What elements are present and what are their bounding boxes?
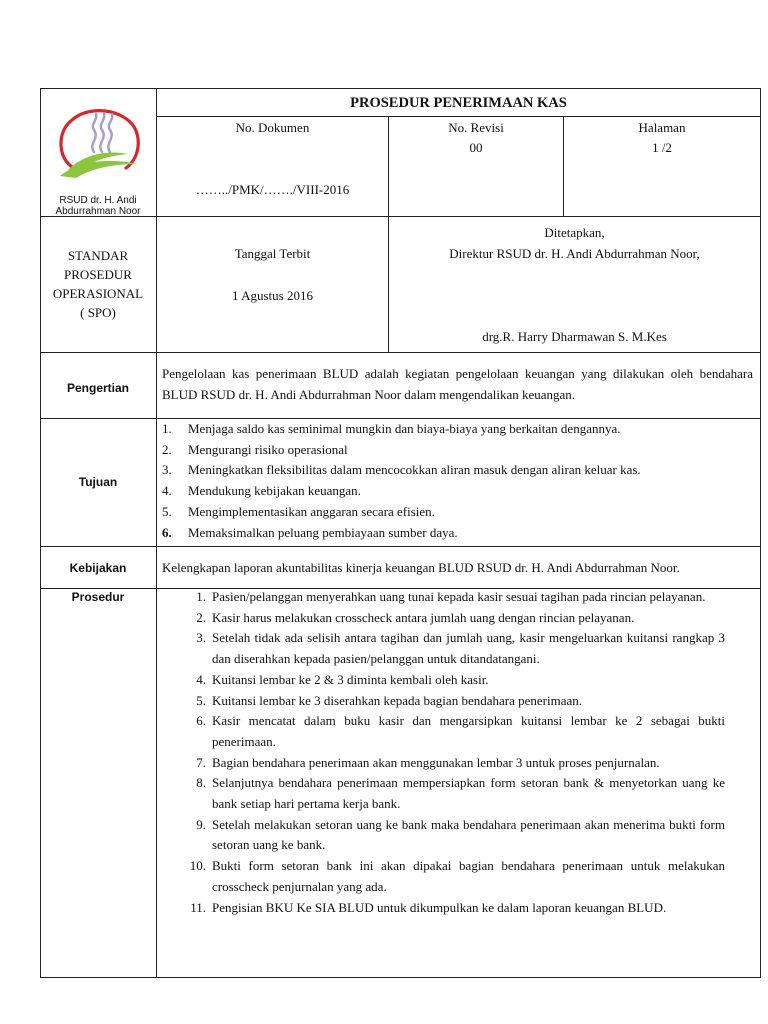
list-item-text: Kuitansi lembar ke 2 & 3 diminta kembali oleh kasir. (212, 671, 489, 687)
page-title: PROSEDUR PENERIMAAN KAS (350, 95, 567, 111)
list-item (186, 670, 725, 691)
list-item-text: Setelah tidak ada selisih antara tagihan dan jumlah uang, kasir mengeluarkan kuitansi rangkap 3 dan diserahkan kepada pasien/pelanggan untuk ditandatangani. (212, 630, 725, 667)
frame-top (40, 88, 761, 89)
list-item-text: Bagian bendahara penerimaan akan menggunakan lembar 3 untuk proses penjurnalan. (212, 754, 660, 770)
list-item-number: 5. (162, 503, 172, 519)
set-by-label: Ditetapkan, (544, 225, 605, 240)
director-title: Direktur RSUD dr. H. Andi Abdurrahman Noor, (449, 246, 700, 261)
page-label: Halaman (638, 120, 686, 135)
spo-line-2: PROSEDUR (64, 267, 132, 282)
section-label-tujuan: Tujuan (78, 475, 118, 489)
revision-value: 00 (469, 140, 483, 155)
prosedur-list (186, 587, 725, 918)
tujuan-list (162, 419, 753, 543)
list-item-text: Mendukung kebijakan keuangan. (188, 483, 361, 499)
spo-line-4: ( SPO) (80, 305, 116, 320)
frame-left (40, 88, 41, 978)
list-item (162, 419, 753, 440)
list-item-text: Bukti form setoran bank ini akan dipakai bagian bendahara penerimaan untuk melakukan crosscheck penjurnalan yang ada. (212, 858, 725, 894)
list-item-text: Kasir mencatat dalam buku kasir dan mengarsipkan kuitansi lembar ke 2 sebagai bukti penerimaan. (212, 713, 725, 749)
list-item (186, 856, 725, 897)
list-item-text: Memaksimalkan peluang pembiayaan sumber daya. (188, 524, 458, 540)
list-item-text: Menjaga saldo kas seminimal mungkin dan biaya-biaya yang berkaitan dengannya. (188, 421, 621, 436)
list-item (162, 502, 753, 523)
row-separator-4 (40, 546, 761, 547)
list-item-number: 11. (190, 899, 206, 915)
list-item-number: 4. (162, 483, 172, 499)
list-item-text: Pasien/pelanggan menyerahkan uang tunai kepada kasir sesuai tagihan pada rincian pelayanan. (212, 589, 706, 604)
list-item-number: 1. (196, 589, 206, 604)
section-label-pengertian: Pengertian (66, 381, 129, 395)
list-item (186, 711, 725, 752)
list-item (186, 815, 725, 856)
director-name: drg.R. Harry Dharmawan S. M.Kes (482, 329, 667, 344)
pengertian-text: Pengelolaan kas penerimaan BLUD adalah kegiatan pengelolaan keuangan yang dilakukan oleh bendahara BLUD RSUD dr. H. Andi Abdurrahman Noor dalam mengendalikan keuangan. (162, 366, 753, 402)
list-item (186, 691, 725, 712)
title-underline (156, 116, 761, 117)
hospital-logo-icon (54, 102, 144, 184)
list-item-number: 2. (196, 609, 206, 625)
issue-date-value: 1 Agustus 2016 (232, 288, 313, 303)
kebijakan-text: Kelengkapan laporan akuntabilitas kinerja keuangan BLUD RSUD dr. H. Andi Abdurrahman Noor. (162, 560, 680, 575)
list-item-number: 4. (196, 671, 206, 687)
list-item-number: 10. (189, 858, 206, 874)
list-item (186, 753, 725, 774)
list-item-text: Kuitansi lembar ke 3 diserahkan kepada bagian bendahara penerimaan. (212, 692, 582, 708)
list-item-text: Meningkatkan fleksibilitas dalam mencocokkan aliran masuk dengan aliran keluar kas. (188, 462, 641, 478)
doc-number-value: ……../PMK/……./VIII-2016 (195, 182, 350, 197)
list-item-number: 8. (196, 775, 206, 791)
list-item-text: Mengimplementasikan anggaran secara efisien. (188, 503, 435, 519)
list-item-number: 3. (162, 462, 172, 478)
list-item (186, 608, 725, 629)
list-item-text: Selanjutnya bendahara penerimaan mempersiapkan form setoran bank & menyetorkan uang ke bank setiap hari pertama kerja bank. (212, 775, 725, 812)
spo-line-1: STANDAR (67, 248, 129, 263)
list-item-number: 9. (196, 816, 206, 832)
list-item (186, 898, 725, 919)
spo-document (40, 88, 761, 978)
list-item-text: Pengisian BKU Ke SIA BLUD untuk dikumpulkan ke dalam laporan keuangan BLUD. (212, 899, 667, 915)
section-label-prosedur: Prosedur (71, 590, 125, 604)
label-column-divider (156, 88, 157, 978)
revision-label: No. Revisi (448, 120, 504, 135)
frame-right (760, 88, 761, 978)
issue-date-label: Tanggal Terbit (234, 246, 311, 261)
doc-number-label: No. Dokumen (235, 120, 310, 135)
page-value: 1 /2 (652, 140, 672, 155)
list-item (186, 628, 725, 669)
list-item (186, 773, 725, 814)
list-item-number: 5. (196, 692, 206, 708)
list-item (162, 523, 753, 544)
spo-line-3: OPERASIONAL (52, 286, 144, 301)
list-item-number: 3. (196, 630, 206, 646)
list-item-text: Mengurangi risiko operasional (188, 441, 348, 457)
list-item-number: 2. (162, 441, 172, 457)
list-item-text: Kasir harus melakukan crosscheck antara jumlah uang dengan rincian pelayanan. (212, 609, 635, 625)
section-label-kebijakan: Kebijakan (69, 561, 127, 575)
frame-bottom (40, 977, 761, 978)
list-item-text: Setelah melakukan setoran uang ke bank maka bendahara penerimaan akan menerima bukti form setoran uang ke bank. (212, 816, 725, 853)
list-item (162, 440, 753, 461)
list-item (162, 460, 753, 481)
list-item (186, 587, 725, 608)
list-item-number: 6. (162, 524, 172, 540)
hospital-name: RSUD dr. H. Andi Abdurrahman Noor (55, 195, 141, 217)
list-item (162, 481, 753, 502)
list-item-number: 1. (162, 421, 172, 436)
row-separator-2 (40, 352, 761, 353)
list-item-number: 6. (196, 713, 206, 729)
list-item-number: 7. (196, 754, 206, 770)
